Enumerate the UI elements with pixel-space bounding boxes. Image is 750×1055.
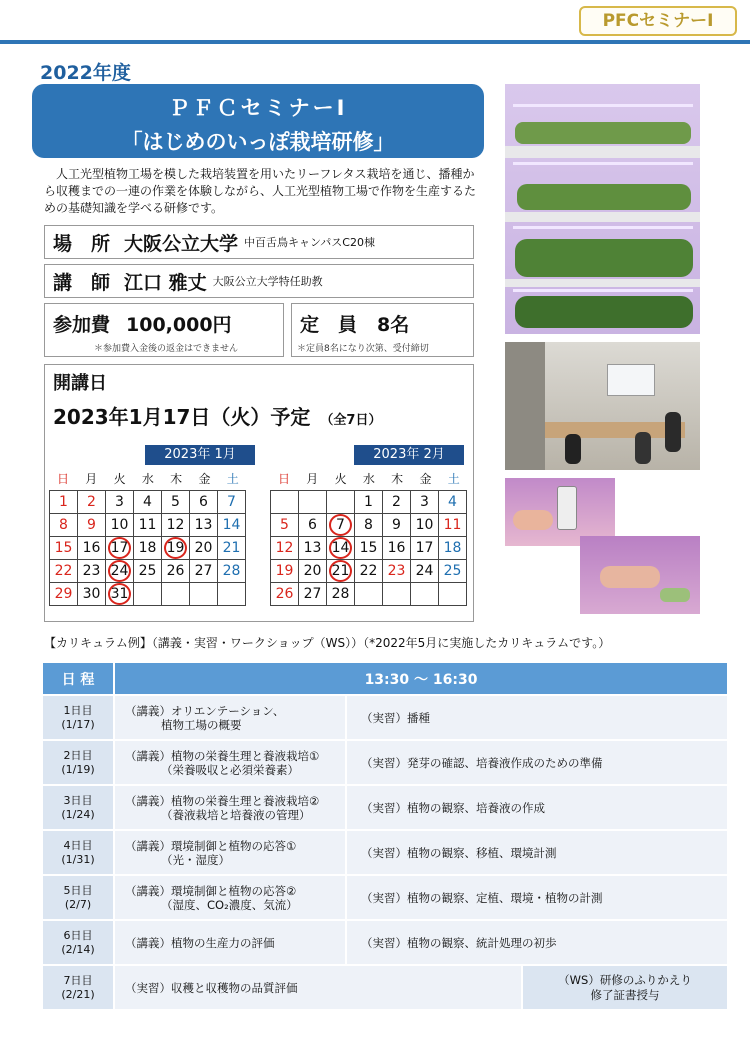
calendar-day-number: 3 [420, 494, 429, 510]
calendar-day [190, 583, 218, 606]
calendar-day-number: 29 [54, 586, 73, 602]
calendar-week [50, 560, 246, 583]
calendar-day [50, 537, 78, 560]
calendar-day [355, 491, 383, 514]
calendar-grid [270, 490, 467, 606]
calendar-day [411, 491, 439, 514]
location-value: 大阪公立大学 [124, 232, 239, 255]
calendar-day [327, 514, 355, 537]
curriculum-row [42, 695, 728, 740]
weekday-label: 土 [226, 472, 239, 486]
workshop-line-2: 修了証書授与 [590, 987, 660, 1002]
calendar-day [190, 491, 218, 514]
session-day [42, 740, 114, 785]
session-lecture [114, 695, 346, 740]
calendar-day-number: 10 [415, 517, 434, 533]
lecture-line-2: 植物工場の概要 [161, 717, 242, 732]
session-day-number: 3日目 [63, 793, 93, 807]
calendar-day-number: 14 [331, 540, 350, 556]
calendar-day [162, 560, 190, 583]
session-day [42, 785, 114, 830]
calendar-day-number: 28 [222, 563, 241, 579]
calendar-day-number: 9 [392, 517, 401, 533]
planting-photo [580, 536, 700, 614]
location-box [44, 225, 474, 259]
calendar-day-number: 17 [415, 540, 434, 556]
calendar-day [78, 583, 106, 606]
calendar-week [271, 514, 467, 537]
calendar-week [50, 583, 246, 606]
session-date: (2/7) [64, 897, 92, 911]
lecturer-value: 江口 雅丈 [124, 271, 207, 294]
calendar-day [162, 537, 190, 560]
lecture-line-1: （講義）環境制御と植物の応答② [125, 883, 297, 898]
lecturer-box [44, 264, 474, 298]
curriculum-body [42, 695, 728, 1010]
calendar-day-number: 9 [87, 517, 96, 533]
weekday-label: 土 [447, 472, 460, 486]
session-lecture [114, 830, 346, 875]
calendar-day [78, 514, 106, 537]
start-date [53, 401, 381, 430]
calendar-day-number: 1 [364, 494, 373, 510]
calendar-day [299, 560, 327, 583]
weekday-label: 水 [141, 472, 154, 486]
calendar-day-number: 8 [364, 517, 373, 533]
calendar-day [78, 491, 106, 514]
weekday-label: 月 [85, 472, 98, 486]
lecture-line-1: （講義）植物の栄養生理と養液栽培② [125, 793, 320, 808]
calendar-day [271, 583, 299, 606]
weekday-label: 木 [391, 472, 404, 486]
calendar-day-number: 4 [143, 494, 152, 510]
calendar-day [271, 514, 299, 537]
calendar-day-number: 13 [303, 540, 322, 556]
calendar-day [218, 537, 246, 560]
curriculum-row [42, 830, 728, 875]
calendar-week [271, 583, 467, 606]
session-day [42, 965, 114, 1010]
calendar-day [383, 537, 411, 560]
session-date: (1/31) [61, 852, 95, 866]
calendar-day-number: 23 [82, 563, 101, 579]
calendar-day-number: 20 [194, 540, 213, 556]
curriculum-title: 【カリキュラム例】（講義・実習・ワークショップ（WS））（*2022年5月に実施したカリキュラムです。） [44, 636, 611, 650]
calendar-day [299, 491, 327, 514]
calendar-day [106, 537, 134, 560]
calendar-day-number: 21 [222, 540, 241, 556]
session-day-number: 6日目 [63, 928, 93, 942]
calendar-day-number: 11 [443, 517, 462, 533]
session-day-circle [108, 560, 131, 582]
calendar-day [327, 583, 355, 606]
calendar-week [271, 560, 467, 583]
session-practice: （実習）播種 [346, 695, 728, 740]
calendar-day-number: 2 [87, 494, 96, 510]
session-day [42, 830, 114, 875]
lecture-line-1: （講義）植物の栄養生理と養液栽培① [125, 748, 320, 763]
calendar-grid [49, 490, 246, 606]
lecture-line-1: （実習）収穫と収穫物の品質評価 [125, 980, 298, 995]
calendar-day-number: 2 [392, 494, 401, 510]
calendar-title: 2023年 2月 [354, 445, 464, 465]
calendar-day-number: 27 [303, 586, 322, 602]
calendar-day-number: 19 [166, 540, 185, 556]
calendar-day-number: 27 [194, 563, 213, 579]
curriculum-row [42, 920, 728, 965]
header-rule [0, 40, 750, 44]
session-date: (1/24) [61, 807, 95, 821]
capacity-value: 8名 [377, 314, 410, 336]
session-day-number: 7日目 [63, 973, 93, 987]
calendar-day [134, 583, 162, 606]
session-day [42, 875, 114, 920]
fee-label: 参加費 [53, 314, 111, 336]
calendar-day-number: 8 [59, 517, 68, 533]
calendar-day [134, 491, 162, 514]
session-day-circle [108, 537, 131, 559]
calendar-day [355, 514, 383, 537]
calendar-day [411, 514, 439, 537]
calendar-day-number: 24 [110, 563, 129, 579]
calendar-day-number: 7 [336, 517, 345, 533]
calendar-day [162, 514, 190, 537]
calendar-day-number: 7 [227, 494, 236, 510]
calendar-day-number: 4 [448, 494, 457, 510]
calendar-day [383, 491, 411, 514]
calendar-day [439, 491, 467, 514]
calendar-day [299, 537, 327, 560]
calendar-day-number: 6 [199, 494, 208, 510]
calendar-day-number: 25 [138, 563, 157, 579]
calendar-day [439, 583, 467, 606]
session-date: (2/21) [61, 987, 95, 1001]
calendar-day-number: 31 [110, 586, 129, 602]
calendar-day-number: 23 [387, 563, 406, 579]
calendar-day [134, 560, 162, 583]
calendar-day-number: 20 [303, 563, 322, 579]
session-day-circle [108, 583, 131, 605]
workshop-line-1: （WS）研修のふりかえり [558, 972, 692, 987]
calendar-day [50, 560, 78, 583]
weekday-label: 木 [170, 472, 183, 486]
calendar-day [439, 560, 467, 583]
calendar-day [218, 514, 246, 537]
calendar-day-number: 21 [331, 563, 350, 579]
calendar-day-number: 14 [222, 517, 241, 533]
weekday-label: 金 [419, 472, 432, 486]
lecture-line-2: （光・湿度） [161, 852, 230, 867]
calendar-day [355, 560, 383, 583]
calendar-day [327, 560, 355, 583]
calendar-day [271, 537, 299, 560]
calendar-day-number: 16 [387, 540, 406, 556]
curriculum-day-header: 日 程 [42, 662, 114, 695]
title-line-2: 「はじめのいっぽ栽培研修」 [121, 130, 395, 154]
fee-note: ＊参加費入金後の返金はできません [94, 344, 239, 354]
session-day-circle [329, 514, 352, 536]
calendar-day-number: 13 [194, 517, 213, 533]
calendar-day-number: 18 [443, 540, 462, 556]
calendar-week [271, 491, 467, 514]
calendar-day [383, 514, 411, 537]
curriculum-row [42, 965, 728, 1010]
calendar-title: 2023年 1月 [145, 445, 255, 465]
calendar-day-number: 10 [110, 517, 129, 533]
session-day-number: 1日目 [63, 703, 93, 717]
calendar-day [106, 583, 134, 606]
lecturer-detail: 大阪公立大学特任助教 [212, 275, 323, 288]
schedule-label: 開講日 [53, 373, 107, 394]
calendar-day-number: 11 [138, 517, 157, 533]
calendar-day-number: 26 [166, 563, 185, 579]
calendar-day-number: 22 [54, 563, 73, 579]
calendar-day [355, 583, 383, 606]
calendar-day [190, 560, 218, 583]
calendar-day-number: 16 [82, 540, 101, 556]
lecture-line-2: （養液栽培と培養液の管理） [161, 807, 311, 822]
calendar-day-number: 3 [115, 494, 124, 510]
lecture-line-1: （講義）環境制御と植物の応答① [125, 838, 297, 853]
calendar-day [134, 537, 162, 560]
weekday-label: 日 [277, 472, 290, 486]
session-day-circle [164, 537, 187, 559]
calendar-day [383, 560, 411, 583]
plant-factory-photo [505, 84, 700, 334]
calendar-day [299, 514, 327, 537]
calendar-day [411, 537, 439, 560]
lecture-line-1: （講義）オリエンテーション、 [125, 703, 285, 718]
session-day [42, 920, 114, 965]
calendar-day [162, 583, 190, 606]
curriculum-row [42, 740, 728, 785]
location-detail: 中百舌鳥キャンパスC20棟 [244, 236, 375, 249]
session-date: (2/14) [61, 942, 95, 956]
calendar-day [299, 583, 327, 606]
calendar-day [383, 583, 411, 606]
curriculum-time-header: 13:30 ～ 16:30 [114, 662, 728, 695]
weekday-label: 日 [56, 472, 69, 486]
calendar-day-number: 19 [275, 563, 294, 579]
calendar-day-number: 5 [171, 494, 180, 510]
calendar-day [411, 560, 439, 583]
intro-text: 人工光型植物工場を模した栽培装置を用いたリーフレタス栽培を通じ、播種から収穫までの一連の作業を体験しながら、人工光型植物工場で作物を生産するための基礎知識を学べる研修です。 [44, 167, 477, 215]
start-date-text: 2023年1月17日（火）予定 [53, 405, 311, 429]
calendar-week [50, 514, 246, 537]
weekday-label: 水 [362, 472, 375, 486]
calendar-day-number: 22 [359, 563, 378, 579]
curriculum-row [42, 785, 728, 830]
session-practice: （実習）発芽の確認、培養液作成のための準備 [346, 740, 728, 785]
session-practice: （実習）植物の観察、培養液の作成 [346, 785, 728, 830]
calendar-day [439, 514, 467, 537]
total-days: （全7日） [320, 413, 382, 428]
calendar-day [218, 560, 246, 583]
curriculum-row [42, 875, 728, 920]
calendar-day [50, 514, 78, 537]
session-date: (1/17) [61, 717, 95, 731]
calendar-day [190, 514, 218, 537]
calendar-day [162, 491, 190, 514]
session-day-number: 4日目 [63, 838, 93, 852]
calendar-day [50, 583, 78, 606]
session-practice: （実習）植物の観察、移植、環境計測 [346, 830, 728, 875]
title-banner [32, 84, 484, 158]
session-practice: （実習）植物の観察、定植、環境・植物の計測 [346, 875, 728, 920]
calendar-day [106, 514, 134, 537]
lecturer-label: 講 師 [53, 271, 111, 294]
capacity-note: ＊定員8名になり次第、受付締切 [297, 344, 429, 354]
session-day-circle [329, 560, 352, 582]
capacity-label: 定 員 [300, 314, 358, 336]
calendar-day-number: 5 [280, 517, 289, 533]
lecture-line-1: （講義）植物の生産力の評価 [125, 935, 275, 950]
session-lecture [114, 875, 346, 920]
lecture-line-2: （湿度、CO₂濃度、気流） [161, 897, 298, 912]
calendar-day [218, 491, 246, 514]
calendar-day-number: 26 [275, 586, 294, 602]
calendar-day [78, 537, 106, 560]
calendar-day-number: 6 [308, 517, 317, 533]
session-lecture [114, 920, 346, 965]
location-label: 場 所 [53, 232, 111, 255]
classroom-photo [505, 342, 700, 470]
seminar-badge: PFCセミナーⅠ [579, 6, 737, 36]
calendar-day-number: 12 [166, 517, 185, 533]
weekday-label: 火 [334, 472, 347, 486]
session-date: (1/19) [61, 762, 95, 776]
fee-value: 100,000円 [126, 314, 232, 336]
calendar-day-number: 12 [275, 540, 294, 556]
calendar-day-number: 17 [110, 540, 129, 556]
calendar-day-number: 24 [415, 563, 434, 579]
calendar-day [106, 560, 134, 583]
calendar-day [190, 537, 218, 560]
weekday-label: 月 [306, 472, 319, 486]
calendar-day-number: 15 [359, 540, 378, 556]
weekday-label: 火 [113, 472, 126, 486]
session-day-circle [329, 537, 352, 559]
calendar-day-number: 28 [331, 586, 350, 602]
calendar-week [50, 537, 246, 560]
calendar-day [218, 583, 246, 606]
calendar-day [271, 491, 299, 514]
calendar-day-number: 15 [54, 540, 73, 556]
session-lecture [114, 785, 346, 830]
session-lecture [114, 965, 522, 1010]
session-day-number: 5日目 [63, 883, 93, 897]
calendar-day [50, 491, 78, 514]
calendar-day-number: 1 [59, 494, 68, 510]
calendar-day [78, 560, 106, 583]
title-line-1: ＰＦＣセミナーⅠ [168, 96, 348, 120]
calendar-day [355, 537, 383, 560]
session-day [42, 695, 114, 740]
session-day-number: 2日目 [63, 748, 93, 762]
lecture-line-2: （栄養吸収と必須栄養素） [161, 762, 299, 777]
session-lecture [114, 740, 346, 785]
calendar-day [327, 491, 355, 514]
calendar-day [106, 491, 134, 514]
fiscal-year: 2022年度 [40, 62, 131, 84]
calendar-week [50, 491, 246, 514]
session-practice: （実習）植物の観察、統計処理の初歩 [346, 920, 728, 965]
calendar-week [271, 537, 467, 560]
calendar-day [439, 537, 467, 560]
calendar-day [327, 537, 355, 560]
weekday-label: 金 [198, 472, 211, 486]
calendar-day [134, 514, 162, 537]
calendar-day-number: 30 [82, 586, 101, 602]
calendar-day-number: 25 [443, 563, 462, 579]
calendar-day-number: 18 [138, 540, 157, 556]
calendar-day [411, 583, 439, 606]
calendar-day [271, 560, 299, 583]
session-workshop [522, 965, 728, 1010]
curriculum-table [41, 661, 729, 1011]
